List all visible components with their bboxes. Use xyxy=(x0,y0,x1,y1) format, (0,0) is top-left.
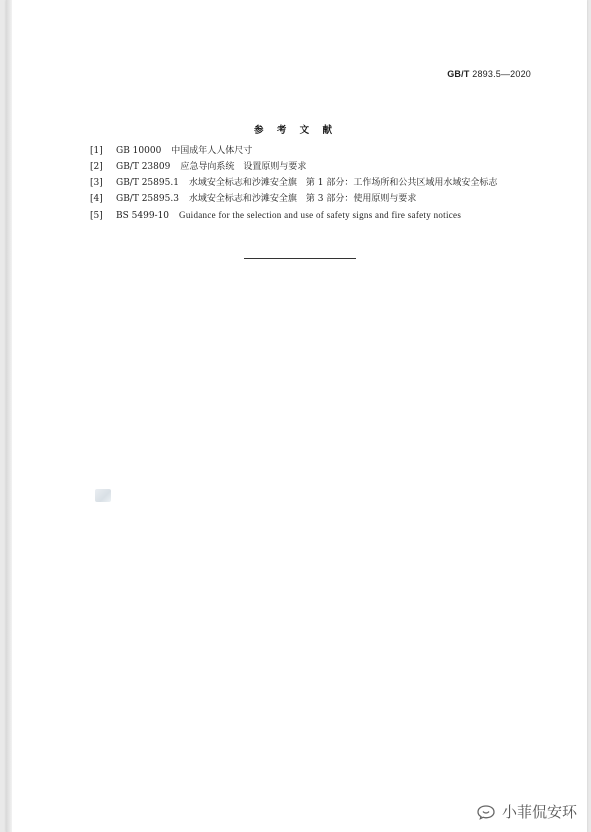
reference-item xyxy=(72,143,532,159)
standard-prefix: GB/T xyxy=(447,69,470,79)
reference-code: BS 5499-10 xyxy=(116,211,170,221)
reference-text: 应急导向系统 设置原则与要求 xyxy=(180,162,307,172)
reference-item xyxy=(72,191,532,207)
reference-number: [2] xyxy=(90,162,103,172)
standard-code: 2893.5—2020 xyxy=(472,69,531,79)
reference-text: 水域安全标志和沙滩安全旗 第 3 部分：使用原则与要求 xyxy=(188,194,417,204)
reference-number: [5] xyxy=(90,211,103,221)
reference-item xyxy=(72,159,532,175)
wechat-official-account-icon xyxy=(476,804,496,820)
reference-item xyxy=(72,207,532,224)
reference-code: GB/T 25895.3 xyxy=(116,194,179,204)
watermark xyxy=(476,801,577,822)
reference-text: 中国成年人人体尺寸 xyxy=(171,146,253,156)
watermark-label: 小菲侃安环 xyxy=(501,803,577,821)
scan-artifact xyxy=(95,489,111,502)
reference-text: 水域安全标志和沙滩安全旗 第 1 部分：工作场所和公共区域用水域安全标志 xyxy=(188,178,498,188)
references-title: 参 考 文 献 xyxy=(254,125,337,136)
reference-item xyxy=(72,175,532,191)
reference-list xyxy=(72,143,532,224)
reference-code: GB/T 23809 xyxy=(116,162,171,172)
reference-number: [3] xyxy=(90,178,103,188)
reference-code: GB 10000 xyxy=(116,146,162,156)
reference-text: Guidance for the selection and use of safety signs and fire safety notices xyxy=(179,210,462,220)
reference-number: [1] xyxy=(90,146,103,156)
end-of-document-rule xyxy=(244,258,356,259)
reference-number: [4] xyxy=(90,194,103,204)
reference-code: GB/T 25895.1 xyxy=(116,178,179,188)
standard-number xyxy=(447,69,531,79)
